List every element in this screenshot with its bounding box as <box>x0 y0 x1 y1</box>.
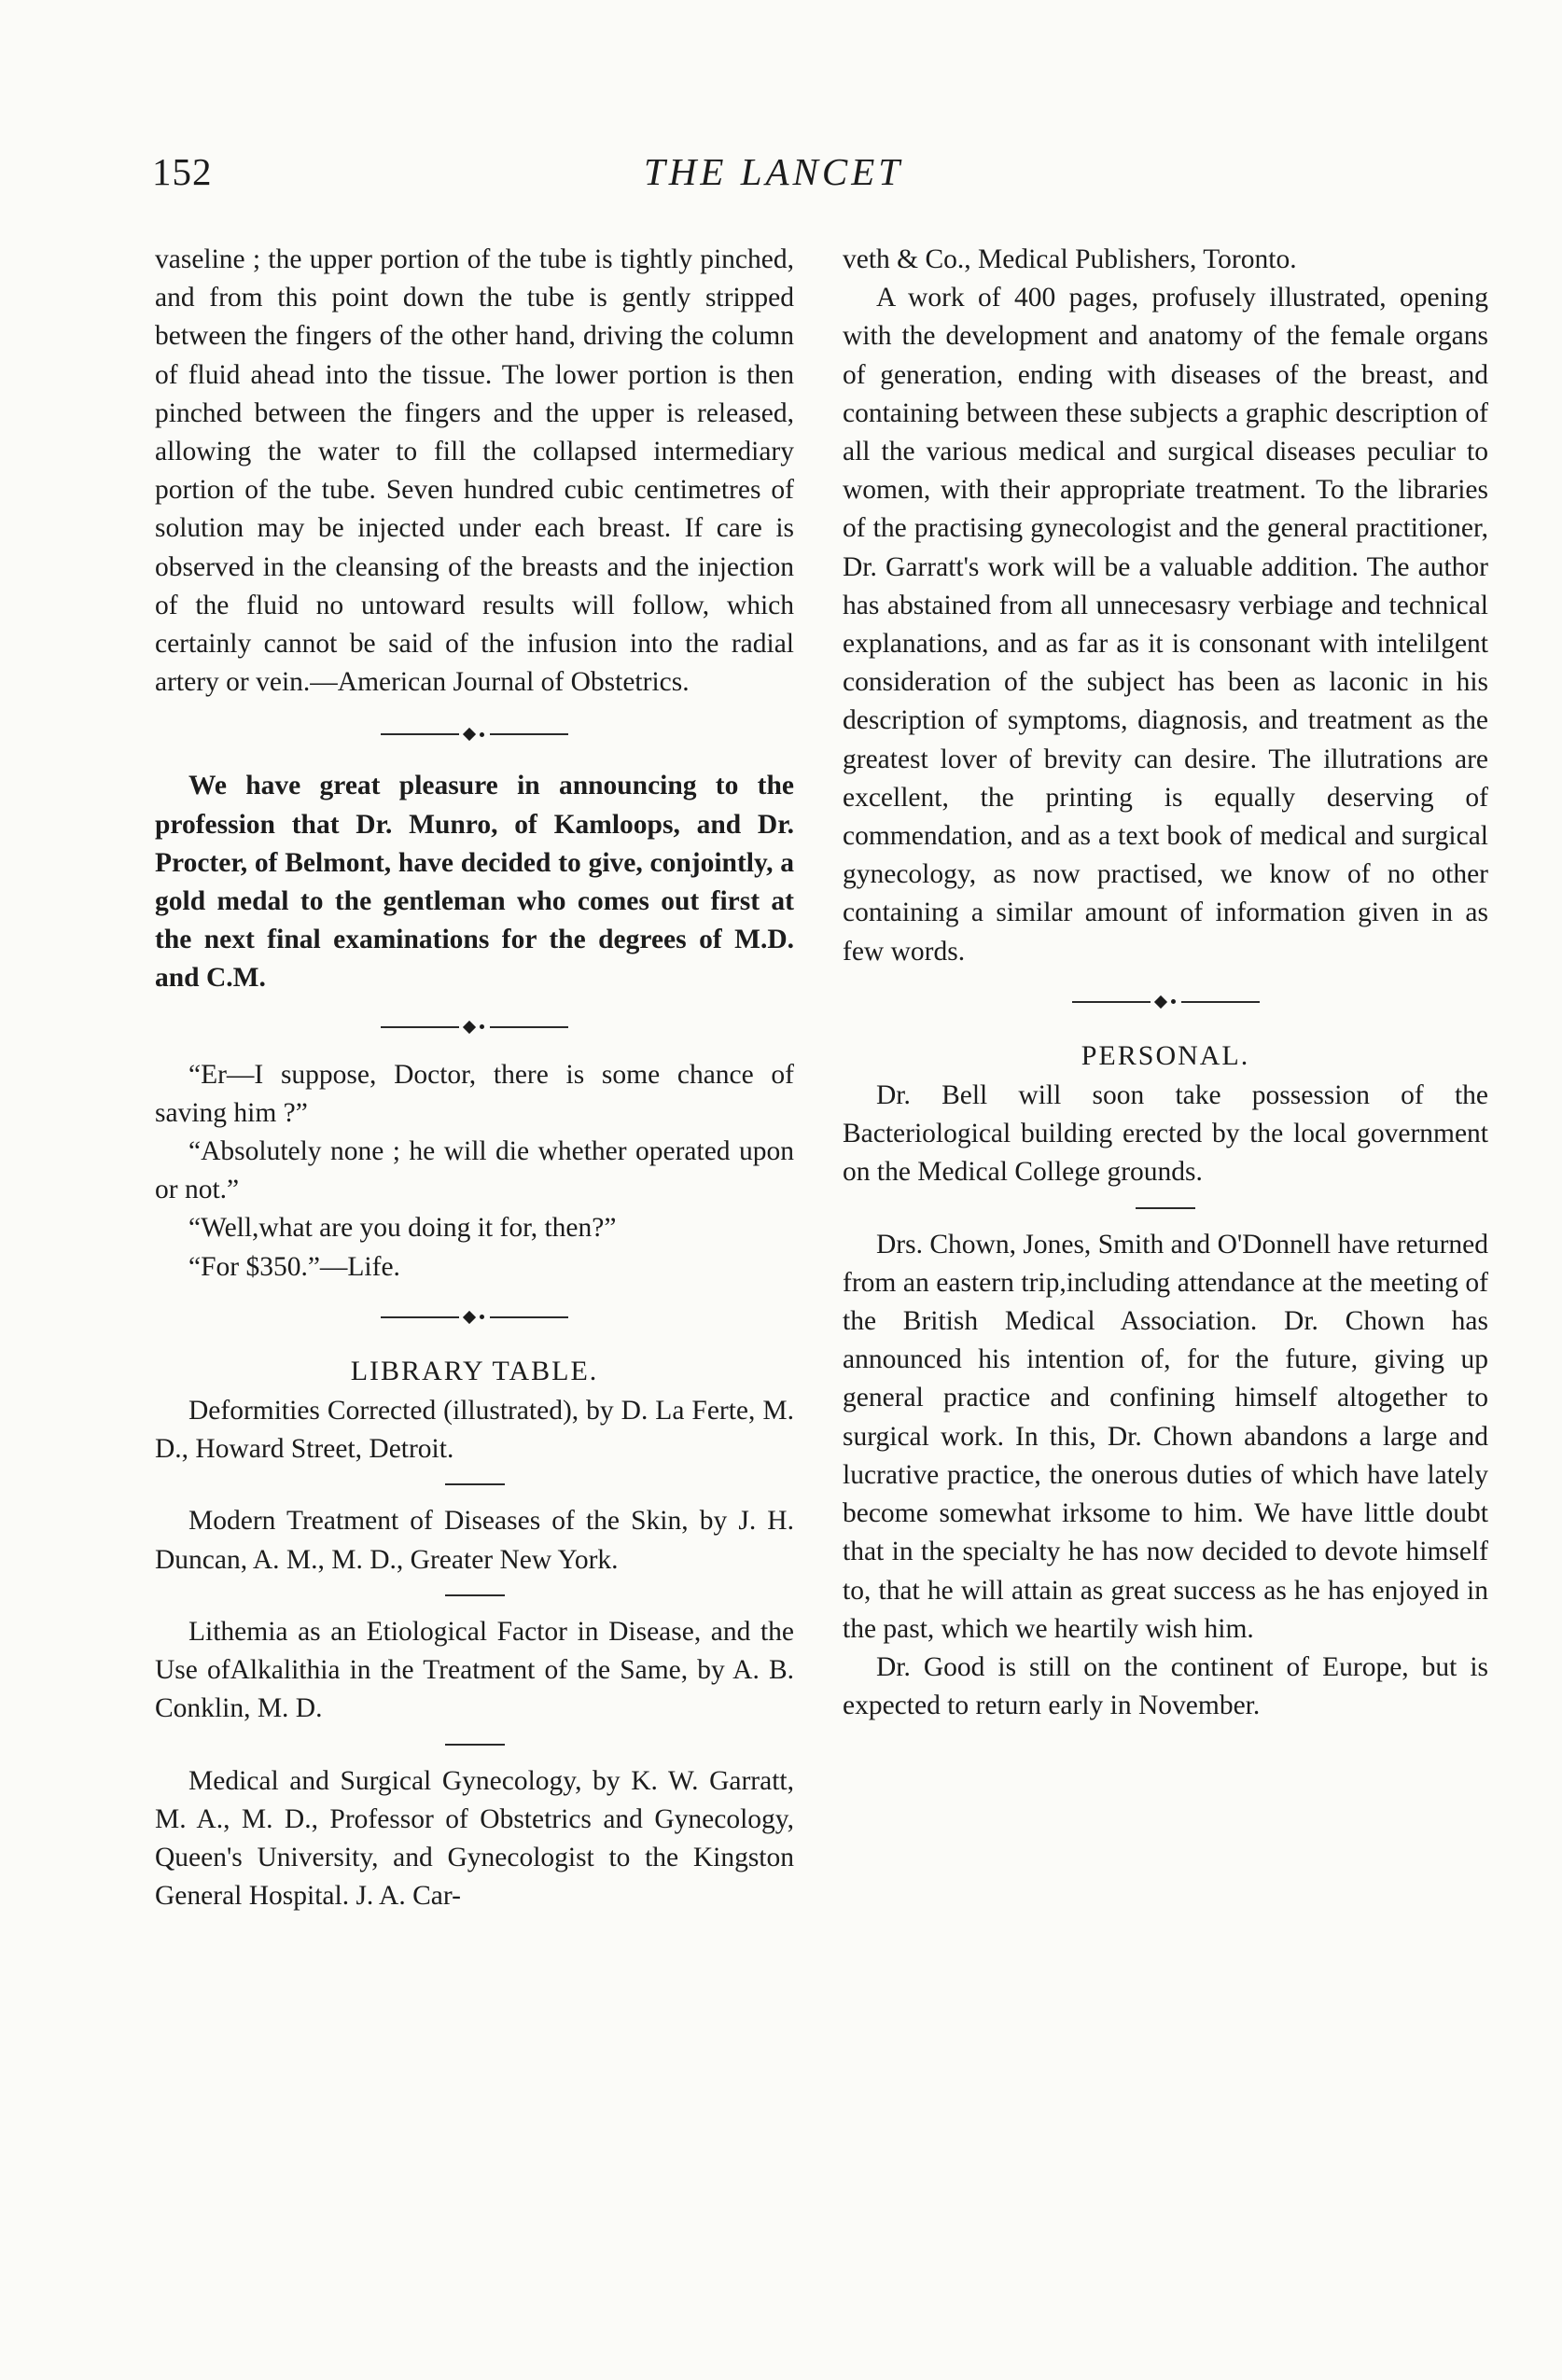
joke-line: “Well,what are you doing it for, then?” <box>188 1213 617 1244</box>
page-number: 152 <box>152 150 213 193</box>
personal-item: Drs. Chown, Jones, Smith and O'Donnell have returned from an eastern trip,including attendance at the meeting of the British Medical Association. Dr. Chown has announced his intention of, for the future, giving up general practice and confining himself altogether to surgical work. In this, Dr. Chown abandons a large and lucrative practice, the onerous duties of which have lately become somewhat irksome to him. We have little doubt that in the specialty he has now decided to devote himself to, that he will attain as great success as he has enjoyed in the past, which we heartily wish him. <box>843 1229 1488 1644</box>
library-table-title: LIBRARY TABLE. <box>350 1355 599 1386</box>
library-entry: Modern Treatment of Diseases of the Skin, by J. H. Duncan, A. M., M. D., Greater New York. <box>155 1506 794 1575</box>
right-column <box>843 241 1488 1725</box>
left-column <box>155 241 794 1915</box>
section-ornament <box>155 702 794 767</box>
page-header <box>0 149 1562 215</box>
joke-line: “For $350.”—Life. <box>188 1251 400 1282</box>
continued-paragraph: vaseline ; the upper portion of the tube is tightly pinched, and from this point down the tube is gently stripped between the fingers of the other hand, driving the column of fluid ahead into the tissue. The lower portion is then pinched between the fingers and the upper is released, allowing the water to fill the collapsed intermediary portion of the tube. Seven hundred cubic centimetres of solution may be injected under each breast. If care is observed in the cleansing of the breasts and the injection of the fluid no untoward results will follow, which certainly cannot be said of the infusion into the radial artery or vein.—American Journal of Obstetrics. <box>155 244 794 698</box>
running-title: THE LANCET <box>644 150 904 193</box>
continued-review: veth & Co., Medical Publishers, Toronto. <box>843 244 1297 274</box>
personal-item: Dr. Good is still on the continent of Europe, but is expected to return early in November. <box>843 1651 1488 1721</box>
medal-announcement: We have great pleasure in announcing to the profession that Dr. Munro, of Kamloops, and Dr. Procter, of Belmont, have decided to give, conjointly, a gold medal to the gentleman who comes out first at the next final examinations for the degrees of M.D. and C.M. <box>155 771 794 994</box>
library-entry: Medical and Surgical Gynecology, by K. W. Garratt, M. A., M. D., Professor of Obstetrics and Gynecology, Queen's University, and Gynecologist to the Kingston General Hospital. J. A. Car- <box>155 1765 794 1912</box>
section-ornament <box>843 971 1488 1033</box>
personal-item: Dr. Bell will soon take possession of the Bacteriological building erected by the local government on the Medical College grounds. <box>843 1080 1488 1188</box>
entry-divider <box>445 1744 505 1746</box>
joke-line: “Er—I suppose, Doctor, there is some chance of saving him ?” <box>155 1059 794 1128</box>
entry-divider <box>445 1594 505 1596</box>
entry-divider <box>1136 1207 1195 1209</box>
personal-title: PERSONAL. <box>1081 1039 1250 1071</box>
library-entry: Lithemia as an Etiological Factor in Disease, and the Use ofAlkalithia in the Treatment of the Same, by A. B. Conklin, M. D. <box>155 1616 794 1724</box>
joke-dialogue <box>155 1056 794 1287</box>
entry-divider <box>445 1483 505 1485</box>
joke-line: “Absolutely none ; he will die whether operated upon or not.” <box>155 1136 794 1205</box>
review-paragraph: A work of 400 pages, profusely illustrated, opening with the development and anatomy of the female organs of generation, ending with diseases of the breast, and containing between these subjects a graphic description of all the various medical and surgical diseases peculiar to women, with their appropriate treatment. To the libraries of the practising gynecologist and the general practitioner, Dr. Garratt's work will be a valuable addition. The author has abstained from all unnecesasry verbiage and technical explanations, and as far as it is consonant with intelilgent consideration of the subject has been as laconic in his description of symptoms, diagnosis, and treatment as the greatest lover of brevity can desire. The illutrations are excellent, the printing is equally deserving of commendation, and as a text book of medical and surgical gynecology, as now practised, we know of no other containing a similar amount of information given in as few words. <box>843 283 1488 967</box>
section-ornament <box>155 1287 794 1348</box>
section-ornament <box>155 998 794 1056</box>
library-entry: Deformities Corrected (illustrated), by D. La Ferte, M. D., Howard Street, Detroit. <box>155 1396 794 1465</box>
